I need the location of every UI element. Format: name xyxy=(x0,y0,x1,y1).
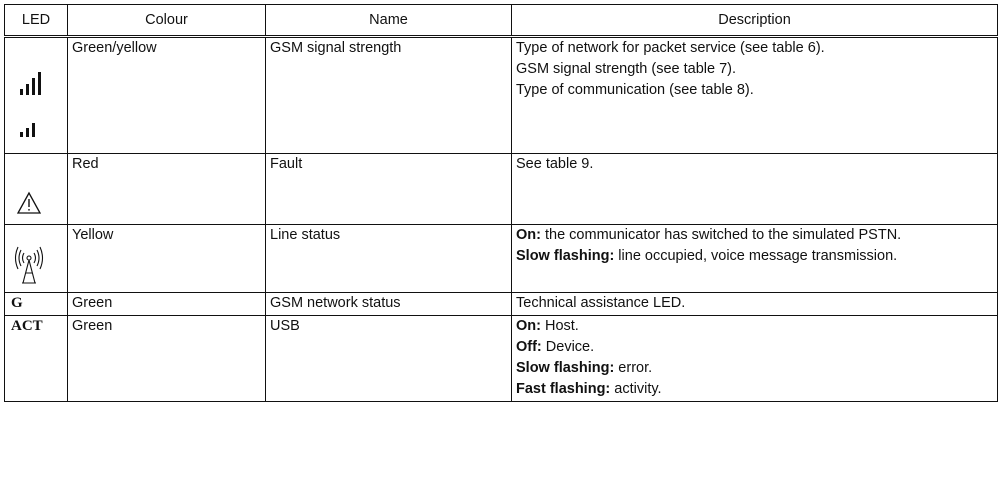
table-header-row xyxy=(5,5,998,37)
name-cell: USB xyxy=(266,316,512,402)
description-line xyxy=(516,316,993,337)
description-text: Host. xyxy=(540,318,579,334)
description-line xyxy=(516,246,993,267)
description-text: activity. xyxy=(610,381,662,397)
table-row xyxy=(5,225,998,293)
led-cell xyxy=(5,154,68,225)
description-cell xyxy=(512,293,998,316)
led-cell xyxy=(5,37,68,154)
description-label: On: xyxy=(516,318,541,334)
led-cell xyxy=(5,293,68,316)
description-text: error. xyxy=(614,360,653,376)
table-row xyxy=(5,154,998,225)
description-text: Device. xyxy=(541,339,595,355)
description-line: Technical assistance LED. xyxy=(516,295,686,311)
description-line: GSM signal strength (see table 7). xyxy=(516,61,737,77)
name-cell: Line status xyxy=(266,225,512,293)
table-row xyxy=(5,37,998,154)
description-cell xyxy=(512,225,998,293)
description-label: Fast flashing: xyxy=(516,381,611,397)
description-line xyxy=(516,358,993,379)
header-name: Name xyxy=(266,5,512,37)
led-cell xyxy=(5,316,68,402)
signal-bars-icon xyxy=(9,38,49,153)
table-row xyxy=(5,316,998,402)
description-label: On: xyxy=(516,227,541,243)
name-cell: Fault xyxy=(266,154,512,225)
description-line: Type of communication (see table 8). xyxy=(516,82,754,98)
description-label: Slow flashing: xyxy=(516,248,615,264)
antenna-tower-icon xyxy=(9,225,49,291)
colour-cell: Green xyxy=(68,316,266,402)
description-label: Slow flashing: xyxy=(516,360,615,376)
description-label: Off: xyxy=(516,339,542,355)
description-cell xyxy=(512,154,998,225)
colour-cell: Green/yellow xyxy=(68,37,266,154)
description-line xyxy=(516,379,993,400)
header-colour: Colour xyxy=(68,5,266,37)
colour-cell: Red xyxy=(68,154,266,225)
name-cell: GSM signal strength xyxy=(266,37,512,154)
colour-cell: Green xyxy=(68,293,266,316)
colour-cell: Yellow xyxy=(68,225,266,293)
description-cell xyxy=(512,316,998,402)
table-row xyxy=(5,293,998,316)
description-line: Type of network for packet service (see table 6). xyxy=(516,40,825,56)
led-label: G xyxy=(11,295,23,311)
description-cell xyxy=(512,37,998,154)
description-text: the communicator has switched to the simulated PSTN. xyxy=(540,227,902,243)
led-cell xyxy=(5,225,68,293)
led-table xyxy=(4,4,998,402)
description-line xyxy=(516,225,993,246)
description-line: See table 9. xyxy=(516,156,594,172)
header-description: Description xyxy=(512,5,998,37)
name-cell: GSM network status xyxy=(266,293,512,316)
warning-triangle-icon xyxy=(9,154,49,223)
description-line xyxy=(516,337,993,358)
led-label: ACT xyxy=(11,318,43,334)
header-led: LED xyxy=(5,5,68,37)
description-text: line occupied, voice message transmission. xyxy=(614,248,898,264)
